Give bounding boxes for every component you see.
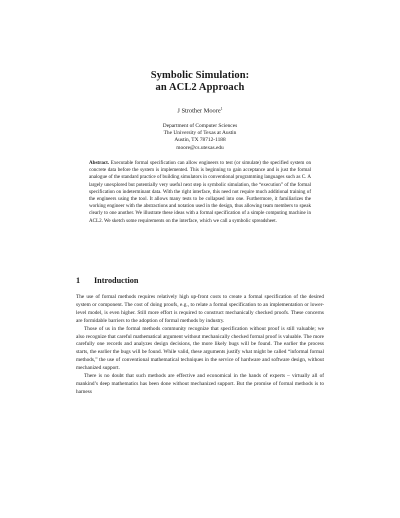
affiliation-address: Austin, TX 78712-1188 [174,137,226,144]
abstract [89,160,311,225]
body-paragraph: There is no doubt that such methods are effective and economical in the hands of experts – virtually all of mankind’s deep mathematics has been done without mechanized support. But the promise of formal methods is to harness [76,373,324,395]
abstract-text: Executable formal specification can allow engineers to test (or simulate) the specified system on concrete data before the system is implemented. This is beginning to gain acceptance and is just the formal analogue of the standard practice of building simulators in conventional programming languages such as C. A largely unexplored but potentially very useful next step is symbolic simulation, the “execution” of the formal specification on indeterminant data. With the right interface, this need not require much additional training of the engineers using the tool. It allows many tests to be collapsed into one. Furthermore, it familiarizes the working engineer with the abstractions and notation used in the design, thus allowing team members to speak clearly to one another. We illustrate these ideas with a formal specification of a simple computing machine in ACL2. We sketch some requirements on the interface, which we call a symbolic spreadsheet. [89,160,311,224]
author-name [0,105,400,116]
section-title: Introduction [94,276,139,285]
section-heading [76,276,326,286]
body-text [76,294,324,397]
affiliation-university: The University of Texas at Austin [163,130,237,137]
paper-title-line-1: Symbolic Simulation: [150,70,250,81]
body-paragraph: The use of formal methods requires relatively high up-front costs to create a formal specification of the desired system or component. The cost of doing proofs, e.g., to relate a formal specification to an implementation or lower-level model, is even higher. Still more effort is required to construct mechanically checked proofs. These concerns are formidable barriers to the adoption of formal methods by industry. [76,294,324,324]
affiliation-email: moore@cs.utexas.edu [176,144,224,151]
paper-title-line-2: an ACL2 Approach [155,82,245,93]
affiliation-department: Department of Computer Sciences [162,123,238,129]
author-affiliation [0,123,400,152]
section-number: 1 [76,276,81,285]
abstract-label: Abstract. [89,160,110,166]
author-footnote-mark: 1 [220,107,223,111]
body-paragraph: Those of us in the formal methods community recognize that specification without proof is still valuable; we also recognize that careful mathematical argument without mechanically checked formal proof is valuable. The more carefully one records and analyzes design decisions, the more likely bugs will be found. The earlier the process starts, the earlier the bugs will be found. While valid, these arguments justify what might be called “informal formal methods,” the use of conventional mathematical techniques in the service of hardware and software design, without mechanized support. [76,325,324,372]
author-name-text: J Strother Moore [177,107,221,115]
